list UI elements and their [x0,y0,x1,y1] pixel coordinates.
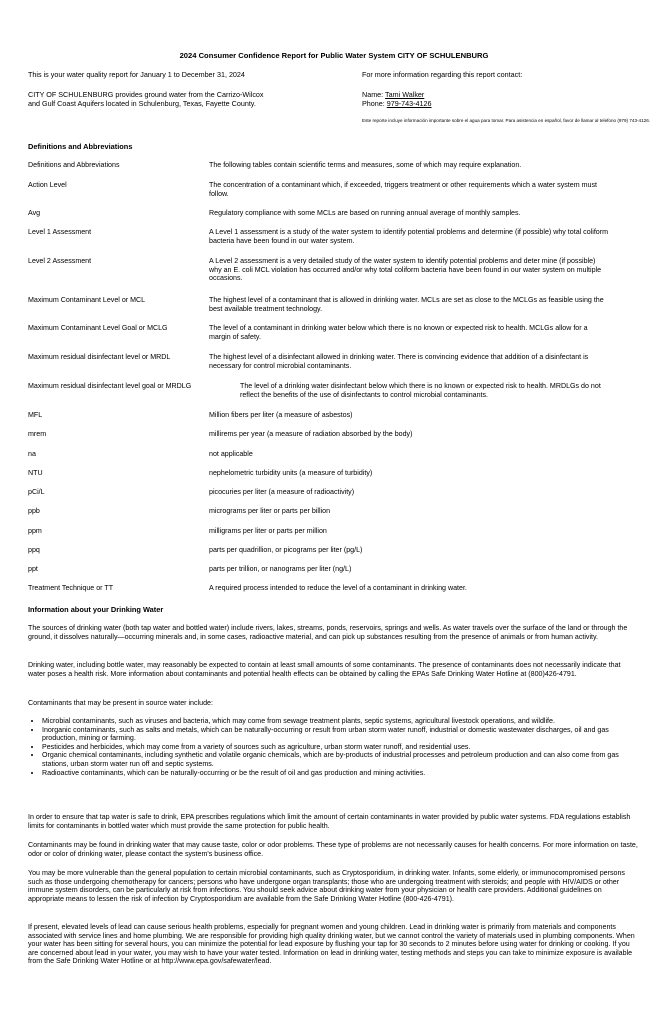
definition-term: mrem [28,430,47,438]
definition-term: Maximum residual disinfectant level or MRDL [28,353,171,361]
definition-text: A Level 1 assessment is a study of the water system to identify potential problems and determine (if possible) why total coliform bacteria have been found in our water system. [209,228,609,245]
info-paragraph: The sources of drinking water (both tap water and bottled water) include rivers, lakes, streams, ponds, reservoirs, springs and wells. As water travels over the surface of the land or through the ground, it dissolves naturally—occurring minerals and, in some cases, radioactive material, and can pick up substances resulting from the presence of animals or from human activity. [28,624,628,641]
definition-text: milligrams per liter or parts per million [209,527,327,535]
definition-term: ppb [28,507,40,515]
definition-text: millirems per year (a measure of radiation absorbed by the body) [209,430,413,438]
definition-text: Regulatory compliance with some MCLs are based on running annual average of monthly samples. [209,209,521,217]
definition-text: The concentration of a contaminant which, if exceeded, triggers treatment or other requirements which a water system must follow. [209,181,597,198]
definition-text: parts per quadrillion, or picograms per liter (pg/L) [209,546,363,554]
contaminant-list [28,717,638,777]
definition-term: ppt [28,565,38,573]
info-paragraph: If present, elevated levels of lead can cause serious health problems, especially for pregnant women and young children. Lead in drinking water is primarily from materials and components associated with service lines and home plumbing. We are responsible for providing high quality drinking water, but we cannot control the variety of materials used in plumbing components. When your water has been sitting for several hours, you can minimize the potential for lead exposure by flushing your tap for 30 seconds to 2 minutes before using water for drinking or cooking. If you are concerned about lead in your water, you may wish to have your water tested. Information on lead in drinking water, testing methods and steps you can take to minimize exposure is available from the Safe Drinking Water Hotline or at http://www.epa.gov/safewater/lead. [28,923,635,966]
definition-text: A Level 2 assessment is a very detailed study of the water system to identify potential problems and deter mine (if possible) why an E. coli MCL violation has occurred and/or why total coliform bacteria have been found in our water system on multiple occasions. [209,257,602,283]
definition-term: NTU [28,469,43,477]
definition-text: micrograms per liter or parts per billion [209,507,331,515]
info-paragraph: Drinking water, including bottle water, may reasonably be expected to contain at least small amounts of some contaminants. The presence of contaminants does not necessarily indicate that water poses a health risk. More information about contaminants and potential health effects can be obtained by calling the EPAs Safe Drinking Water Hotline at (800)426-4791. [28,661,621,678]
definition-text: The following tables contain scientific terms and measures, some of which may require explanation. [209,161,522,169]
info-heading: Information about your Drinking Water [28,605,164,614]
definition-text: The highest level of a contaminant that is allowed in drinking water. MCLs are set as close to the MCLGs as feasible using the best available treatment technology. [209,296,604,313]
definition-term: Maximum Contaminant Level or MCL [28,296,146,304]
list-item: • Inorganic contaminants, such as salts and metals, which can be naturally-occurring or result from urban storm water runoff, industrial or domestic wastewater discharges, oil and gas production, mining or farming. [42,726,638,743]
definition-term: Treatment Technique or TT [28,584,114,592]
list-item: • Pesticides and herbicides, which may come from a variety of sources such as agriculture, urban storm water runoff, and residential uses. [42,743,638,752]
contact-phone-value[interactable]: 979-743-4126 [386,99,432,108]
contact-name [362,90,424,99]
definition-term: Maximum Contaminant Level Goal or MCLG [28,324,168,332]
definition-text: not applicable [209,450,253,458]
definition-term: na [28,450,36,458]
definition-text: picocuries per liter (a measure of radioactivity) [209,488,355,496]
info-paragraph: Contaminants that may be present in source water include: [28,699,213,707]
definition-term: ppq [28,546,40,554]
definition-text: A required process intended to reduce the level of a contaminant in drinking water. [209,584,467,592]
contact-phone [362,99,432,108]
definition-text: parts per trillion, or nanograms per liter (ng/L) [209,565,352,573]
definition-text: The level of a contaminant in drinking water below which there is no known or expected risk to health. MCLGs allow for a margin of safety. [209,324,588,341]
definition-term: Maximum residual disinfectant level goal or MRDLG [28,382,192,390]
definition-term: Level 2 Assessment [28,257,92,265]
definition-term: Avg [28,209,41,217]
definition-text: The level of a drinking water disinfectant below which there is no known or expected risk to health. MRDLGs do not reflect the benefits of the use of disinfectants to control microbial contaminants. [240,382,601,399]
definition-text: The highest level of a disinfectant allowed in drinking water. There is convincing evidence that addition of a disinfectant is necessary for control microbial contaminants. [209,353,589,370]
definition-term: MFL [28,411,43,419]
definition-text: Million fibers per liter (a measure of asbestos) [209,411,353,419]
definition-term: Definitions and Abbreviations [28,161,120,169]
spanish-assistance-note: Este reporte incluye información importante sobre el agua para tomar. Para asistencia en español, favor de llamar al telefono (979) 743-4126. [362,118,651,123]
contact-name-value: Tami Walker [385,90,425,99]
contact-name-label: Name: [362,90,384,99]
list-item: • Microbial contaminants, such as viruses and bacteria, which may come from sewage treatment plants, septic systems, agricultural livestock operations, and wildlife. [42,717,638,726]
definition-term: Action Level [28,181,67,189]
definition-term: Level 1 Assessment [28,228,92,236]
definition-term: ppm [28,527,42,535]
water-source-line-2: and Gulf Coast Aquifers located in Schulenburg, Texas, Fayette County. [28,99,256,108]
info-paragraph: Contaminants may be found in drinking water that may cause taste, color or odor problems. These type of problems are not necessarily causes for health concerns. For more information on taste, odor or color of drinking water, please contact the system's business office. [28,841,638,858]
water-source-line-1: CITY OF SCHULENBURG provides ground water from the Carrizo-Wilcox [28,90,264,99]
report-period: This is your water quality report for January 1 to December 31, 2024 [28,70,245,79]
contact-intro: For more information regarding this report contact: [362,70,523,79]
info-paragraph: You may be more vulnerable than the general population to certain microbial contaminants, such as Cryptosporidium, in drinking water. Infants, some elderly, or immunocompromised persons such as those undergoing chemotherapy for cancers; persons who have undergone organ transplants; those who are undergoing treatment with steroids; and people with HIV/AIDS or other immune system disorders, can be particularly at risk from infections. You should seek advice about drinking water from your physician or health care providers. Additional guidelines on appropriate means to lessen the risk of infection by Cryptosporidium are available from the Safe Drinking Water Hotline (800-426-4791). [28,869,625,903]
info-paragraph: In order to ensure that tap water is safe to drink, EPA prescribes regulations which limit the amount of certain contaminants in water provided by public water systems. FDA regulations establish limits for contaminants in bottled water which must provide the same protection for public health. [28,813,631,830]
list-item: • Organic chemical contaminants, including synthetic and volatile organic chemicals, which are by-products of industrial processes and petroleum production and can also come from gas stations, urban storm water run off and septic systems. [42,751,638,768]
definition-term: pCi/L [28,488,45,496]
contact-phone-label: Phone: [362,99,385,108]
report-title: 2024 Consumer Confidence Report for Public Water System CITY OF SCHULENBURG [179,51,489,60]
definitions-heading: Definitions and Abbreviations [28,142,133,151]
list-item: • Radioactive contaminants, which can be naturally-occurring or be the result of oil and gas production and mining activities. [42,769,638,778]
definition-text: nephelometric turbidity units (a measure of turbidity) [209,469,373,477]
